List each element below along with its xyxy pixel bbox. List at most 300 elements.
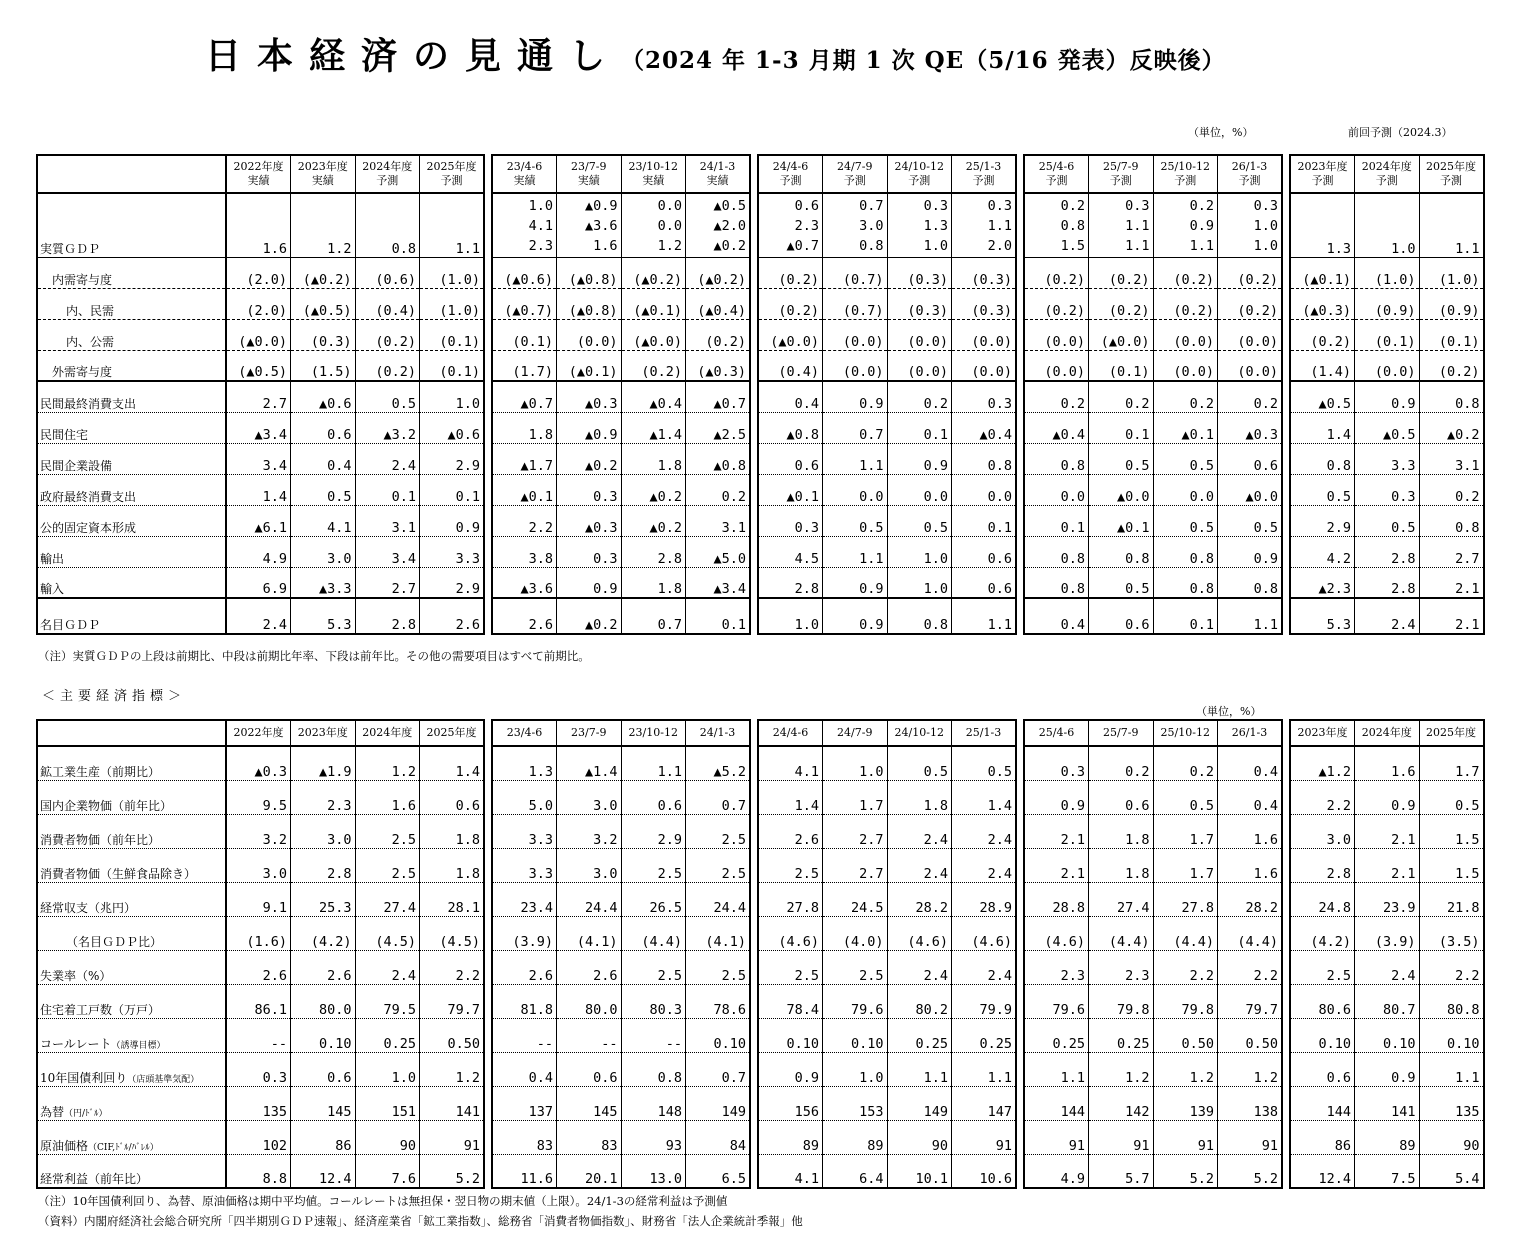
cell-value: ▲0.9 ▲3.6 1.6 (557, 193, 622, 257)
cell-value: 80.0 (557, 984, 622, 1018)
cell-value: (0.4) (355, 288, 420, 319)
column-header: 23/7-9 (557, 720, 622, 746)
cell-value: 1.2 (1153, 1052, 1218, 1086)
column-header: 25/1-3 (952, 720, 1017, 746)
cell-value: 141 (1355, 1086, 1420, 1120)
cell-value: 80.0 (291, 984, 356, 1018)
cell-value: 2.6 (492, 950, 557, 984)
cell-value: 1.1 (823, 536, 888, 567)
cell-value: (0.0) (952, 350, 1017, 381)
cell-value: 0.8 (1024, 567, 1089, 598)
cell-value: (0.0) (952, 319, 1017, 350)
table-row (37, 1120, 1484, 1154)
cell-value: 2.9 (1290, 505, 1355, 536)
table-row (37, 848, 1484, 882)
cell-value: (0.2) (355, 350, 420, 381)
cell-value: 3.0 (291, 814, 356, 848)
cell-value: ▲1.9 (291, 746, 356, 780)
cell-value: 0.0 (1024, 474, 1089, 505)
cell-value: 1.1 (1419, 193, 1484, 257)
cell-value: (0.1) (492, 319, 557, 350)
cell-value: 80.6 (1290, 984, 1355, 1018)
cell-value: 1.1 (621, 746, 686, 780)
cell-value: (0.3) (952, 257, 1017, 288)
table-row (37, 350, 1484, 381)
cell-value: 3.3 (420, 536, 485, 567)
cell-value: 0.25 (355, 1018, 420, 1052)
cell-value: 0.6 (952, 567, 1017, 598)
cell-value: 0.1 (686, 598, 751, 634)
cell-value: (▲0.0) (226, 319, 291, 350)
section2-title: ＜主要経済指標＞ (42, 689, 187, 704)
cell-value: 2.9 (420, 567, 485, 598)
cell-value: (0.0) (1153, 350, 1218, 381)
cell-value: 2.4 (887, 814, 952, 848)
cell-value: 10.1 (887, 1154, 952, 1188)
cell-value: 1.6 (1218, 814, 1283, 848)
cell-value: ▲0.0 (1218, 474, 1283, 505)
cell-value: (4.0) (823, 916, 888, 950)
cell-value: 0.8 (1153, 567, 1218, 598)
cell-value: 2.6 (291, 950, 356, 984)
cell-value: ▲0.0 (1089, 474, 1154, 505)
cell-value: 0.3 (557, 474, 622, 505)
cell-value: 4.1 (758, 746, 823, 780)
cell-value: (▲0.0) (621, 319, 686, 350)
cell-value: 0.2 (1153, 381, 1218, 412)
cell-value: 0.3 (952, 381, 1017, 412)
page-title (205, 28, 1405, 79)
cell-value: 0.6 (1089, 598, 1154, 634)
table-row (37, 1018, 1484, 1052)
cell-value: 28.1 (420, 882, 485, 916)
cell-value: 145 (557, 1086, 622, 1120)
cell-value: 2.2 (1153, 950, 1218, 984)
cell-value: 0.5 (1218, 505, 1283, 536)
row-label: 民間住宅 (37, 412, 226, 443)
table-row (37, 412, 1484, 443)
column-header: 25/1-3 予測 (952, 155, 1017, 193)
cell-value: 0.25 (887, 1018, 952, 1052)
cell-value: 6.4 (823, 1154, 888, 1188)
cell-value: 2.5 (621, 950, 686, 984)
table-row (37, 257, 1484, 288)
cell-value: 0.4 (1218, 780, 1283, 814)
cell-value: 0.25 (952, 1018, 1017, 1052)
row-label: 為替（円/ﾄﾞﾙ） (37, 1086, 226, 1120)
cell-value: 0.8 (621, 1052, 686, 1086)
cell-value: 0.3 1.1 1.1 (1089, 193, 1154, 257)
cell-value: 3.4 (355, 536, 420, 567)
cell-value: 0.9 (1218, 536, 1283, 567)
cell-value: 0.10 (1419, 1018, 1484, 1052)
cell-value: 79.7 (1218, 984, 1283, 1018)
cell-value: (3.9) (492, 916, 557, 950)
cell-value: 0.7 (686, 780, 751, 814)
cell-value: 1.8 (621, 567, 686, 598)
cell-value: 28.2 (1218, 882, 1283, 916)
cell-value: (▲0.2) (686, 257, 751, 288)
cell-value: 2.4 (887, 950, 952, 984)
cell-value: 2.1 (1419, 567, 1484, 598)
cell-value: 0.7 (686, 1052, 751, 1086)
cell-value: 2.9 (621, 814, 686, 848)
row-label: 失業率（%） (37, 950, 226, 984)
cell-value: 6.5 (686, 1154, 751, 1188)
cell-value: (4.1) (557, 916, 622, 950)
cell-value: 0.1 (1024, 505, 1089, 536)
cell-value: 148 (621, 1086, 686, 1120)
cell-value: (1.7) (492, 350, 557, 381)
cell-value: (2.0) (226, 288, 291, 319)
row-label: 内、公需 (37, 319, 226, 350)
cell-value: 24.5 (823, 882, 888, 916)
cell-value: ▲0.2 (557, 598, 622, 634)
cell-value: (0.2) (1419, 350, 1484, 381)
column-header: 25/10-12 予測 (1153, 155, 1218, 193)
cell-value: 27.4 (1089, 882, 1154, 916)
cell-value: 1.0 (823, 746, 888, 780)
cell-value: 24.4 (557, 882, 622, 916)
cell-value: 23.4 (492, 882, 557, 916)
cell-value: 0.5 (355, 381, 420, 412)
cell-value: 90 (355, 1120, 420, 1154)
row-label: 実質ＧＤＰ (37, 193, 226, 257)
cell-value: (▲0.0) (1089, 319, 1154, 350)
cell-value: ▲0.4 (621, 381, 686, 412)
table-row (37, 474, 1484, 505)
cell-value: 2.6 (758, 814, 823, 848)
column-header: 25/7-9 (1089, 720, 1154, 746)
cell-value: 2.7 (823, 848, 888, 882)
cell-value: 0.9 (1024, 780, 1089, 814)
cell-value: 0.9 (420, 505, 485, 536)
cell-value: 1.7 (1419, 746, 1484, 780)
cell-value: 4.2 (1290, 536, 1355, 567)
cell-value: (0.3) (887, 257, 952, 288)
cell-value: 3.2 (557, 814, 622, 848)
row-label: 名目ＧＤＰ (37, 598, 226, 634)
cell-value: 1.6 (226, 193, 291, 257)
cell-value: 0.9 (1355, 381, 1420, 412)
cell-value: (▲0.8) (557, 288, 622, 319)
cell-value: 3.0 (226, 848, 291, 882)
table-row (37, 916, 1484, 950)
cell-value: 6.9 (226, 567, 291, 598)
cell-value: ▲3.4 (686, 567, 751, 598)
cell-value: 0.5 (1290, 474, 1355, 505)
cell-value: 3.3 (1355, 443, 1420, 474)
cell-value: 86.1 (226, 984, 291, 1018)
row-label: 住宅着工戸数（万戸） (37, 984, 226, 1018)
cell-value: 0.4 (758, 381, 823, 412)
cell-value: 25.3 (291, 882, 356, 916)
cell-value: 0.3 (1355, 474, 1420, 505)
cell-value: 0.2 (1153, 746, 1218, 780)
cell-value: 0.10 (758, 1018, 823, 1052)
cell-value: 0.6 (291, 1052, 356, 1086)
cell-value: (0.0) (887, 350, 952, 381)
cell-value: 153 (823, 1086, 888, 1120)
cell-value: 0.6 (758, 443, 823, 474)
cell-value: 24.4 (686, 882, 751, 916)
cell-value: ▲5.0 (686, 536, 751, 567)
cell-value: 0.2 (1089, 381, 1154, 412)
cell-value: 28.9 (952, 882, 1017, 916)
cell-value: ▲0.7 (492, 381, 557, 412)
column-header: 23/10-12 実績 (621, 155, 686, 193)
cell-value: (2.0) (226, 257, 291, 288)
cell-value: (0.1) (420, 319, 485, 350)
cell-value: 79.6 (823, 984, 888, 1018)
cell-value: (0.2) (1089, 257, 1154, 288)
cell-value: ▲0.3 (557, 381, 622, 412)
cell-value: 0.2 (1419, 474, 1484, 505)
cell-value: (4.2) (1290, 916, 1355, 950)
cell-value: 3.2 (226, 814, 291, 848)
cell-value: 80.2 (887, 984, 952, 1018)
cell-value: 12.4 (1290, 1154, 1355, 1188)
previous-forecast-label: 前回予測（2024.3） (1348, 126, 1453, 139)
cell-value: 0.8 (1419, 505, 1484, 536)
cell-value: 0.8 (1290, 443, 1355, 474)
cell-value: 5.3 (291, 598, 356, 634)
cell-value: 1.1 (1419, 1052, 1484, 1086)
cell-value: (0.0) (1355, 350, 1420, 381)
cell-value: 1.0 (823, 1052, 888, 1086)
cell-value: 0.9 (1355, 780, 1420, 814)
row-label: 消費者物価（生鮮食品除き） (37, 848, 226, 882)
cell-value: 138 (1218, 1086, 1283, 1120)
cell-value: (0.2) (1218, 288, 1283, 319)
cell-value: 0.50 (1153, 1018, 1218, 1052)
cell-value: 2.2 (1290, 780, 1355, 814)
cell-value: 2.5 (686, 814, 751, 848)
cell-value: ▲0.9 (557, 412, 622, 443)
column-header: 2024年度 予測 (1355, 155, 1420, 193)
row-label: 国内企業物価（前年比） (37, 780, 226, 814)
cell-value: (▲0.6) (492, 257, 557, 288)
cell-value: 2.8 (355, 598, 420, 634)
cell-value: 5.2 (1153, 1154, 1218, 1188)
cell-value: 79.8 (1089, 984, 1154, 1018)
cell-value: 20.1 (557, 1154, 622, 1188)
cell-value: 1.1 (887, 1052, 952, 1086)
unit-label-1: （単位，%） (1188, 126, 1254, 139)
cell-value: 26.5 (621, 882, 686, 916)
cell-value: 0.5 (887, 746, 952, 780)
cell-value: ▲2.5 (686, 412, 751, 443)
cell-value: 0.6 (1218, 443, 1283, 474)
cell-value: 2.5 (686, 848, 751, 882)
cell-value: (0.2) (686, 319, 751, 350)
cell-value: 2.5 (686, 950, 751, 984)
row-label: 原油価格（CIF,ﾄﾞﾙ/ﾊﾞﾚﾙ） (37, 1120, 226, 1154)
cell-value: 1.4 (420, 746, 485, 780)
cell-value: 1.1 (952, 598, 1017, 634)
cell-value: 2.7 (226, 381, 291, 412)
cell-value: ▲0.3 (1218, 412, 1283, 443)
cell-value: 2.5 (758, 950, 823, 984)
row-label: 経常利益（前年比） (37, 1154, 226, 1188)
cell-value: 3.4 (226, 443, 291, 474)
row-label: コールレート（誘導目標） (37, 1018, 226, 1052)
row-label: 輸出 (37, 536, 226, 567)
cell-value: 0.3 (226, 1052, 291, 1086)
cell-value: 0.6 (952, 536, 1017, 567)
cell-value: 0.1 (355, 474, 420, 505)
column-header: 2025年度 予測 (1419, 155, 1484, 193)
cell-value: 2.2 (1218, 950, 1283, 984)
cell-value: 1.4 (952, 780, 1017, 814)
cell-value: 79.5 (355, 984, 420, 1018)
cell-value: -- (621, 1018, 686, 1052)
cell-value: 0.6 (291, 412, 356, 443)
cell-value: 2.5 (758, 848, 823, 882)
cell-value: 5.3 (1290, 598, 1355, 634)
cell-value: (0.1) (420, 350, 485, 381)
cell-value: 1.5 (1419, 814, 1484, 848)
cell-value: 0.5 (952, 746, 1017, 780)
cell-value: 4.1 (758, 1154, 823, 1188)
cell-value: (0.1) (1419, 319, 1484, 350)
cell-value: (0.2) (1153, 257, 1218, 288)
column-header: 25/10-12 (1153, 720, 1218, 746)
cell-value: 0.3 (1024, 746, 1089, 780)
cell-value: 3.0 (291, 536, 356, 567)
cell-value: 2.3 (1089, 950, 1154, 984)
cell-value: 27.8 (1153, 882, 1218, 916)
cell-value: 2.1 (1355, 848, 1420, 882)
cell-value: 2.4 (952, 848, 1017, 882)
cell-value: ▲0.4 (952, 412, 1017, 443)
cell-value: 2.8 (621, 536, 686, 567)
cell-value: ▲0.5 (1290, 381, 1355, 412)
cell-value: 23.9 (1355, 882, 1420, 916)
cell-value: 0.9 (758, 1052, 823, 1086)
cell-value: (0.0) (887, 319, 952, 350)
cell-value: 0.8 (1024, 536, 1089, 567)
cell-value: 2.8 (1355, 567, 1420, 598)
table-row (37, 1052, 1484, 1086)
cell-value: (▲0.5) (291, 288, 356, 319)
cell-value: 0.5 (1089, 567, 1154, 598)
row-label: 政府最終消費支出 (37, 474, 226, 505)
cell-value: 0.8 (952, 443, 1017, 474)
cell-value: 2.8 (758, 567, 823, 598)
cell-value: 1.7 (823, 780, 888, 814)
cell-value: (0.0) (1218, 319, 1283, 350)
cell-value: 1.3 (1290, 193, 1355, 257)
cell-value: (0.2) (621, 350, 686, 381)
cell-value: ▲0.5 ▲2.0 ▲0.2 (686, 193, 751, 257)
cell-value: ▲3.3 (291, 567, 356, 598)
table-row (37, 814, 1484, 848)
column-header: 2023年度 (1290, 720, 1355, 746)
cell-value: 0.6 (420, 780, 485, 814)
cell-value: 2.3 (291, 780, 356, 814)
cell-value: 1.0 4.1 2.3 (492, 193, 557, 257)
cell-value: 147 (952, 1086, 1017, 1120)
cell-value: ▲0.2 (1419, 412, 1484, 443)
cell-value: (0.9) (1419, 288, 1484, 319)
cell-value: 5.0 (492, 780, 557, 814)
cell-value: ▲0.8 (686, 443, 751, 474)
cell-value: (4.4) (621, 916, 686, 950)
column-header: 2022年度 実績 (226, 155, 291, 193)
column-header: 2025年度 予測 (420, 155, 485, 193)
cell-value: (4.6) (887, 916, 952, 950)
cell-value: 0.2 0.8 1.5 (1024, 193, 1089, 257)
cell-value: 91 (1153, 1120, 1218, 1154)
cell-value: 0.4 (1218, 746, 1283, 780)
cell-value: ▲3.4 (226, 412, 291, 443)
cell-value: (0.3) (952, 288, 1017, 319)
cell-value: 0.0 (1153, 474, 1218, 505)
cell-value: (1.4) (1290, 350, 1355, 381)
cell-value: (▲0.1) (621, 288, 686, 319)
cell-value: 1.8 (1089, 814, 1154, 848)
cell-value: (0.7) (823, 288, 888, 319)
table-row (37, 505, 1484, 536)
cell-value: (0.0) (1153, 319, 1218, 350)
cell-value: ▲0.2 (557, 443, 622, 474)
cell-value: 0.1 (887, 412, 952, 443)
cell-value: (▲0.8) (557, 257, 622, 288)
cell-value: 0.2 (1024, 381, 1089, 412)
cell-value: 144 (1024, 1086, 1089, 1120)
cell-value: (3.5) (1419, 916, 1484, 950)
column-header: 2024年度 (355, 720, 420, 746)
cell-value: 0.8 (1153, 536, 1218, 567)
cell-value: ▲1.7 (492, 443, 557, 474)
cell-value: (0.2) (355, 319, 420, 350)
row-label: 民間企業設備 (37, 443, 226, 474)
column-header: 26/1-3 予測 (1218, 155, 1283, 193)
cell-value: 1.6 (1218, 848, 1283, 882)
cell-value: 80.8 (1419, 984, 1484, 1018)
cell-value: (0.3) (887, 288, 952, 319)
column-header: 2023年度 (291, 720, 356, 746)
cell-value: (0.0) (557, 319, 622, 350)
cell-value: (1.6) (226, 916, 291, 950)
cell-value: 0.1 (1089, 412, 1154, 443)
cell-value: 2.5 (1290, 950, 1355, 984)
table-row (37, 780, 1484, 814)
cell-value: 0.4 (1024, 598, 1089, 634)
title-sub: （2024 年 1-3 月期 1 次 QE（5/16 発表）反映後） (621, 47, 1226, 74)
column-header: 23/4-6 (492, 720, 557, 746)
cell-value: (▲0.0) (758, 319, 823, 350)
cell-value: 3.1 (355, 505, 420, 536)
cell-value: (▲0.3) (1290, 288, 1355, 319)
cell-value: 2.6 (557, 950, 622, 984)
cell-value: -- (557, 1018, 622, 1052)
table-row (37, 1154, 1484, 1188)
cell-value: 79.9 (952, 984, 1017, 1018)
cell-value: 79.7 (420, 984, 485, 1018)
cell-value: 0.7 (823, 412, 888, 443)
cell-value: 4.9 (1024, 1154, 1089, 1188)
column-header: 25/4-6 (1024, 720, 1089, 746)
cell-value: (1.0) (420, 257, 485, 288)
cell-value: 2.1 (1024, 848, 1089, 882)
cell-value: 2.6 (226, 950, 291, 984)
cell-value: 2.4 (355, 443, 420, 474)
cell-value: 7.6 (355, 1154, 420, 1188)
cell-value: 3.1 (1419, 443, 1484, 474)
cell-value: (0.2) (1024, 257, 1089, 288)
